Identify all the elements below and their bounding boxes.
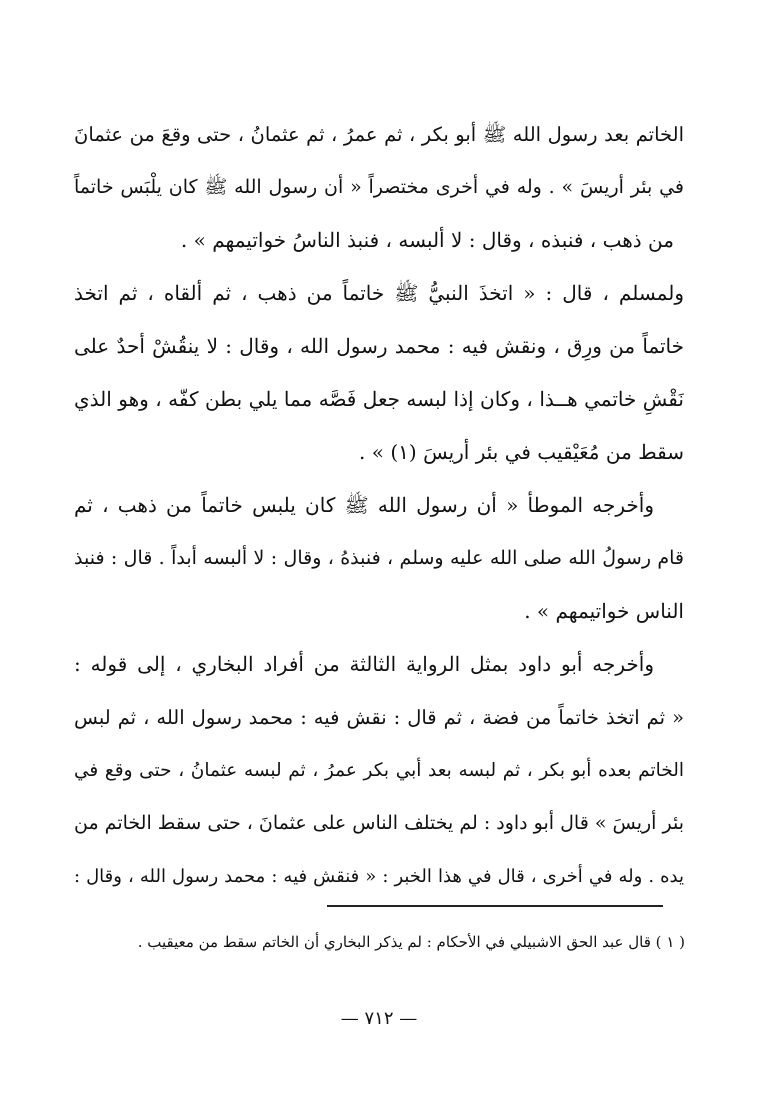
text-line: الناس خواتيمهم » . xyxy=(524,599,684,623)
text-line: « ثم اتخذ خاتماً من فضة ، ثم قال : نقش فيه : محمد رسول الله ، ثم لبس xyxy=(74,706,684,729)
text-line: يده . وله في أخرى ، قال في هذا الخبر : « فنقش فيه : محمد رسول الله ، وقال : xyxy=(74,866,684,887)
text-line: قام رسولُ الله صلى الله عليه وسلم ، فنبذهُ ، وقال : لا ألبسه أبداً . قال : فنبذ xyxy=(74,547,684,569)
text-line: وأخرجه الموطأ « أن رسول الله ﷺ كان يلبس خاتماً من ذهب ، ثم xyxy=(74,493,654,517)
footnote: ( ١ ) قال عبد الحق الاشبيلي في الأحكام : لم يذكر البخاري أن الخاتم سقط من معيقيب . xyxy=(137,933,685,951)
body-text xyxy=(74,108,684,903)
text-line: الخاتم بعده أبو بكر ، ثم لبسه بعد أبي بكر عمرُ ، ثم لبسه عثمانُ ، حتى وقع في xyxy=(74,760,684,781)
text-line: من ذهب ، فنبذه ، وقال : لا ألبسه ، فنبذ الناسُ خواتيمهم » . xyxy=(180,228,674,252)
text-line: في بئر أريسَ » . وله في أخرى مختصراً « أن رسول الله ﷺ كان يلْبَس خاتماً xyxy=(74,176,684,198)
footnote-separator xyxy=(327,905,663,907)
page-number: — ٧١٢ — xyxy=(340,1008,418,1029)
text-line: سقط من مُعَيْقيب في بئر أريسَ (١) » . xyxy=(359,440,684,464)
text-line: نَقْشِ خاتمي هــذا ، وكان إذا لبسه جعل فَصَّه مما يلي بطن كفّه ، وهو الذي xyxy=(74,387,684,411)
text-line: خاتماً من ورِق ، ونقش فيه : محمد رسول الله ، وقال : لا ينقُشْ أحدٌ على xyxy=(74,334,684,358)
text-line: الخاتم بعد رسول الله ﷺ أبو بكر ، ثم عمرُ ، ثم عثمانُ ، حتى وقعَ من عثمانَ xyxy=(74,123,684,146)
text-line: ولمسلم ، قال : « اتخذَ النبيُّ ﷺ خاتماً من ذهب ، ثم ألقاه ، ثم اتخذ xyxy=(74,281,684,305)
text-line: بئر أريسَ » قال أبو داود : لم يختلف الناس على عثمانَ ، حتى سقط الخاتم من xyxy=(74,812,684,834)
text-line: وأخرجه أبو داود بمثل الرواية الثالثة من أفراد البخاري ، إلى قوله : xyxy=(74,652,654,676)
